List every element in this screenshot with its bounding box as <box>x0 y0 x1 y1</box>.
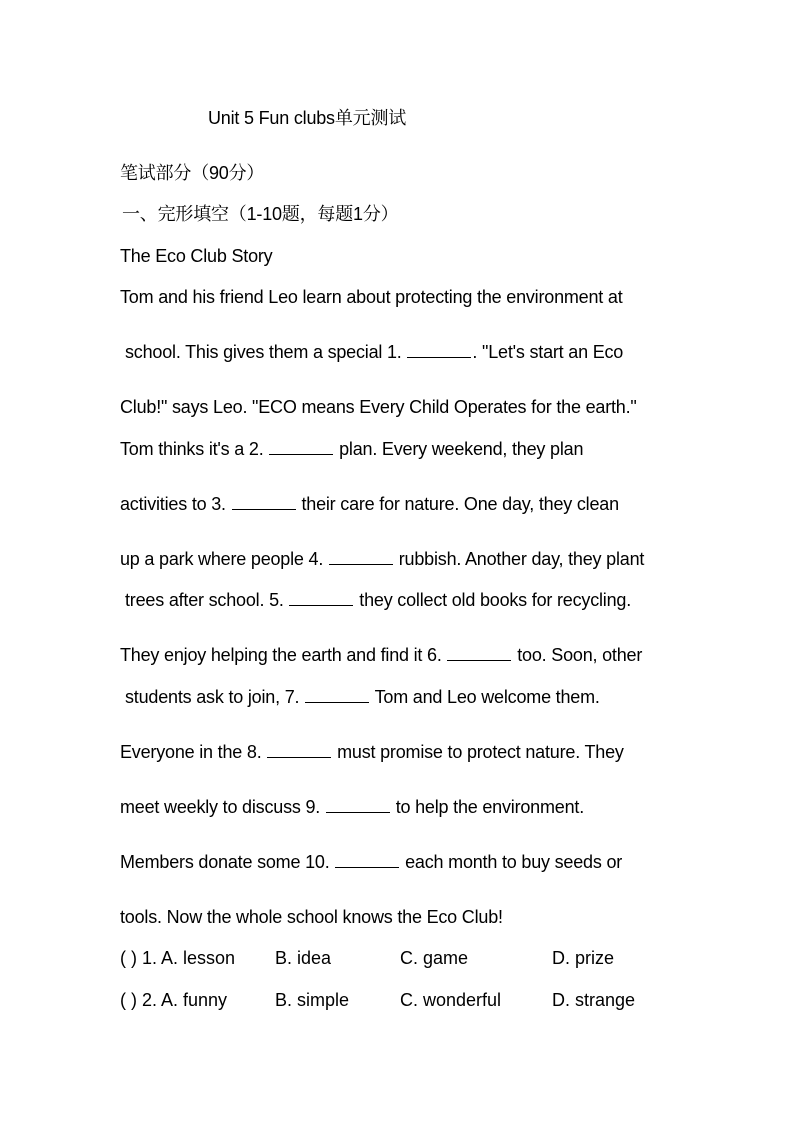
blank-9 <box>326 796 390 813</box>
passage-text: . "Let's start an Eco <box>472 342 624 362</box>
passage-line: Club!" says Leo. "ECO means Every Child Operates for the earth." <box>120 397 637 417</box>
question-option-c: C. wonderful <box>400 990 502 1010</box>
passage-line <box>120 741 624 763</box>
passage-line <box>120 438 583 460</box>
passage-text: must promise to protect nature. They <box>332 742 624 762</box>
passage-text: too. Soon, other <box>512 645 643 665</box>
passage-text: school. This gives them a special 1. <box>125 342 407 362</box>
passage-text: Tom and Leo welcome them. <box>370 687 600 707</box>
question-option-d: D. strange <box>552 990 636 1010</box>
passage-line <box>120 644 642 666</box>
passage-line <box>125 341 623 363</box>
blank-7 <box>305 686 369 703</box>
passage-line <box>125 589 631 611</box>
passage-text: students ask to join, 7. <box>125 687 305 707</box>
passage-text: they collect old books for recycling. <box>354 590 632 610</box>
passage-text: They enjoy helping the earth and find it 6. <box>120 645 447 665</box>
passage-text: activities to 3. <box>120 494 231 514</box>
blank-2 <box>269 438 333 455</box>
passage-line <box>120 493 619 515</box>
question-option-a: ( ) 2. A. funny <box>120 990 228 1010</box>
passage-line <box>120 548 644 570</box>
blank-10 <box>335 851 399 868</box>
section-heading-written: 笔试部分（90分） <box>120 163 265 183</box>
blank-3 <box>232 493 296 510</box>
passage-text: up a park where people 4. <box>120 549 328 569</box>
passage-text: Everyone in the 8. <box>120 742 267 762</box>
passage-text: meet weekly to discuss 9. <box>120 797 325 817</box>
passage-line <box>120 851 622 873</box>
section-heading-cloze: 一、完形填空（1-10题，每题1分） <box>122 204 399 224</box>
passage-text: their care for nature. One day, they clean <box>296 494 619 514</box>
passage-text: each month to buy seeds or <box>400 852 623 872</box>
passage-text: Members donate some 10. <box>120 852 335 872</box>
passage-line: Tom and his friend Leo learn about protecting the environment at <box>120 287 623 307</box>
question-option-b: B. idea <box>275 948 332 968</box>
blank-5 <box>289 589 353 606</box>
passage-line <box>120 796 584 818</box>
question-option-c: C. game <box>400 948 469 968</box>
page-title: Unit 5 Fun clubs单元测试 <box>208 108 407 128</box>
passage-text: to help the environment. <box>390 797 585 817</box>
question-option-b: B. simple <box>275 990 350 1010</box>
passage-text: plan. Every weekend, they plan <box>334 439 584 459</box>
blank-8 <box>267 741 331 758</box>
blank-1 <box>407 341 471 358</box>
question-option-a: ( ) 1. A. lesson <box>120 948 236 968</box>
blank-4 <box>329 548 393 565</box>
question-option-d: D. prize <box>552 948 615 968</box>
passage-line: tools. Now the whole school knows the Eco Club! <box>120 907 503 927</box>
passage-text: rubbish. Another day, they plant <box>393 549 645 569</box>
passage-title: The Eco Club Story <box>120 246 273 266</box>
passage-line <box>125 686 600 708</box>
blank-6 <box>447 644 511 661</box>
passage-text: Tom thinks it's a 2. <box>120 439 269 459</box>
passage-text: trees after school. 5. <box>125 590 289 610</box>
